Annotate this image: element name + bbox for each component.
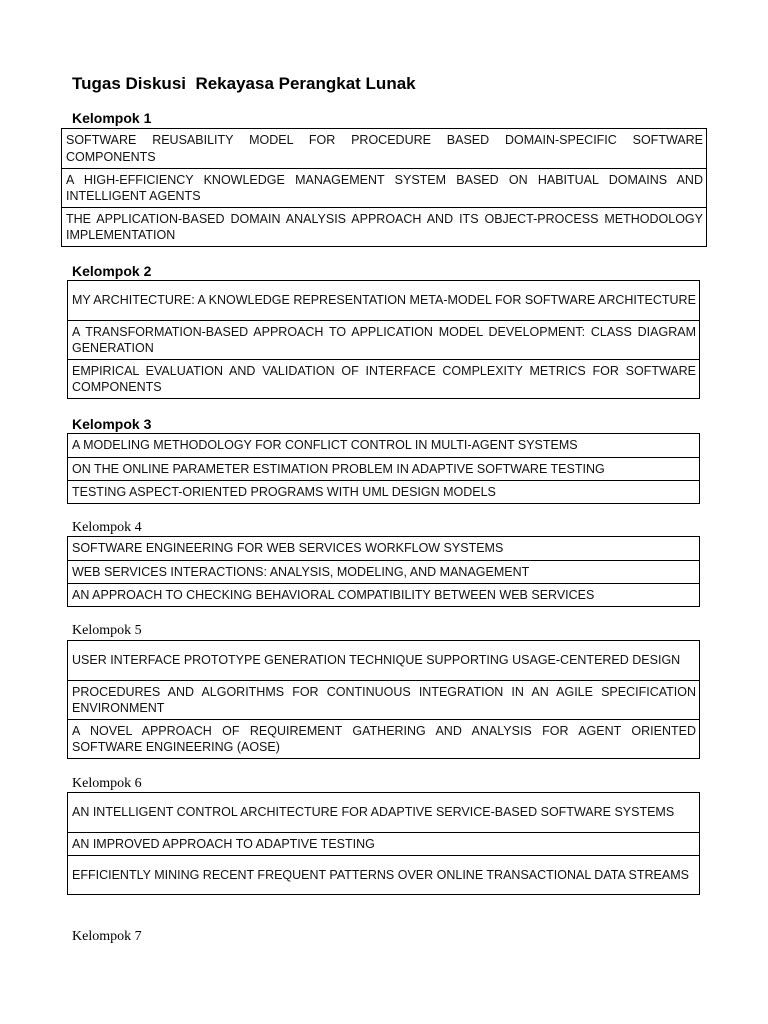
topic-row [68, 480, 699, 503]
topic-row [68, 583, 699, 606]
topic-text: ON THE ONLINE PARAMETER ESTIMATION PROBLEM IN ADAPTIVE SOFTWARE TESTING [72, 461, 605, 476]
topic-text: SOFTWARE ENGINEERING FOR WEB SERVICES WORKFLOW SYSTEMS [72, 541, 504, 556]
topic-text: TESTING ASPECT-ORIENTED PROGRAMS WITH UML DESIGN MODELS [72, 484, 496, 499]
topic-text: A MODELING METHODOLOGY FOR CONFLICT CONTROL IN MULTI-AGENT SYSTEMS [72, 438, 578, 453]
group-heading-3: Kelompok 3 [72, 416, 152, 432]
document-title: Tugas Diskusi Rekayasa Perangkat Lunak [72, 74, 416, 93]
topic-text: USER INTERFACE PROTOTYPE GENERATION TECHNIQUE SUPPORTING USAGE-CENTERED DESIGN [72, 653, 681, 668]
topic-row [68, 434, 699, 457]
group-heading-2: Kelompok 2 [72, 263, 152, 279]
topic-text: AN INTELLIGENT CONTROL ARCHITECTURE FOR ADAPTIVE SERVICE-BASED SOFTWARE SYSTEMS [72, 805, 675, 820]
topic-text: A HIGH-EFFICIENCY KNOWLEDGE MANAGEMENT SYSTEM BASED ON HABITUAL DOMAINS AND INTELLIGENT AGENTS [66, 172, 703, 203]
topic-row [62, 207, 706, 246]
topic-text: THE APPLICATION-BASED DOMAIN ANALYSIS APPROACH AND ITS OBJECT-PROCESS METHODOLOGY IMPLEMENTATION [66, 211, 703, 242]
topic-row [68, 641, 699, 680]
topic-row [68, 832, 699, 855]
topic-row [68, 457, 699, 480]
topic-row [62, 168, 706, 207]
topic-text: AN APPROACH TO CHECKING BEHAVIORAL COMPATIBILITY BETWEEN WEB SERVICES [72, 587, 595, 602]
topic-row [68, 855, 699, 894]
topic-text: EFFICIENTLY MINING RECENT FREQUENT PATTERNS OVER ONLINE TRANSACTIONAL DATA STREAMS [72, 867, 689, 882]
topic-text: SOFTWARE REUSABILITY MODEL FOR PROCEDURE BASED DOMAIN-SPECIFIC SOFTWARE COMPONENTS [66, 133, 703, 164]
topic-text: EMPIRICAL EVALUATION AND VALIDATION OF INTERFACE COMPLEXITY METRICS FOR SOFTWARE COMPONENTS [72, 363, 696, 394]
group-heading-5: Kelompok 5 [72, 623, 142, 638]
group-heading-6: Kelompok 6 [72, 776, 142, 791]
group-table-3 [67, 433, 700, 504]
topic-row [62, 129, 706, 168]
topic-row [68, 281, 699, 320]
topic-row [68, 719, 699, 758]
topic-text: A NOVEL APPROACH OF REQUIREMENT GATHERING AND ANALYSIS FOR AGENT ORIENTED SOFTWARE ENGINEERING (AOSE) [72, 723, 696, 754]
group-heading-4: Kelompok 4 [72, 520, 142, 535]
group-heading-7: Kelompok 7 [72, 929, 142, 944]
topic-row [68, 680, 699, 719]
group-table-2 [67, 280, 700, 399]
topic-text: WEB SERVICES INTERACTIONS: ANALYSIS, MODELING, AND MANAGEMENT [72, 564, 530, 579]
group-heading-1: Kelompok 1 [72, 110, 152, 126]
topic-text: MY ARCHITECTURE: A KNOWLEDGE REPRESENTATION META-MODEL FOR SOFTWARE ARCHITECTURE [72, 293, 696, 308]
topic-text: A TRANSFORMATION-BASED APPROACH TO APPLICATION MODEL DEVELOPMENT: CLASS DIAGRAM GENERATION [72, 324, 696, 355]
group-table-4 [67, 536, 700, 607]
topic-row [68, 320, 699, 359]
topic-text: AN IMPROVED APPROACH TO ADAPTIVE TESTING [72, 836, 375, 851]
topic-row [68, 359, 699, 398]
topic-row [68, 560, 699, 583]
group-table-1 [61, 128, 707, 247]
topic-row [68, 537, 699, 560]
group-table-5 [67, 640, 700, 759]
topic-row [68, 793, 699, 832]
topic-text: PROCEDURES AND ALGORITHMS FOR CONTINUOUS INTEGRATION IN AN AGILE SPECIFICATION ENVIRONMENT [72, 684, 696, 715]
group-table-6 [67, 792, 700, 895]
